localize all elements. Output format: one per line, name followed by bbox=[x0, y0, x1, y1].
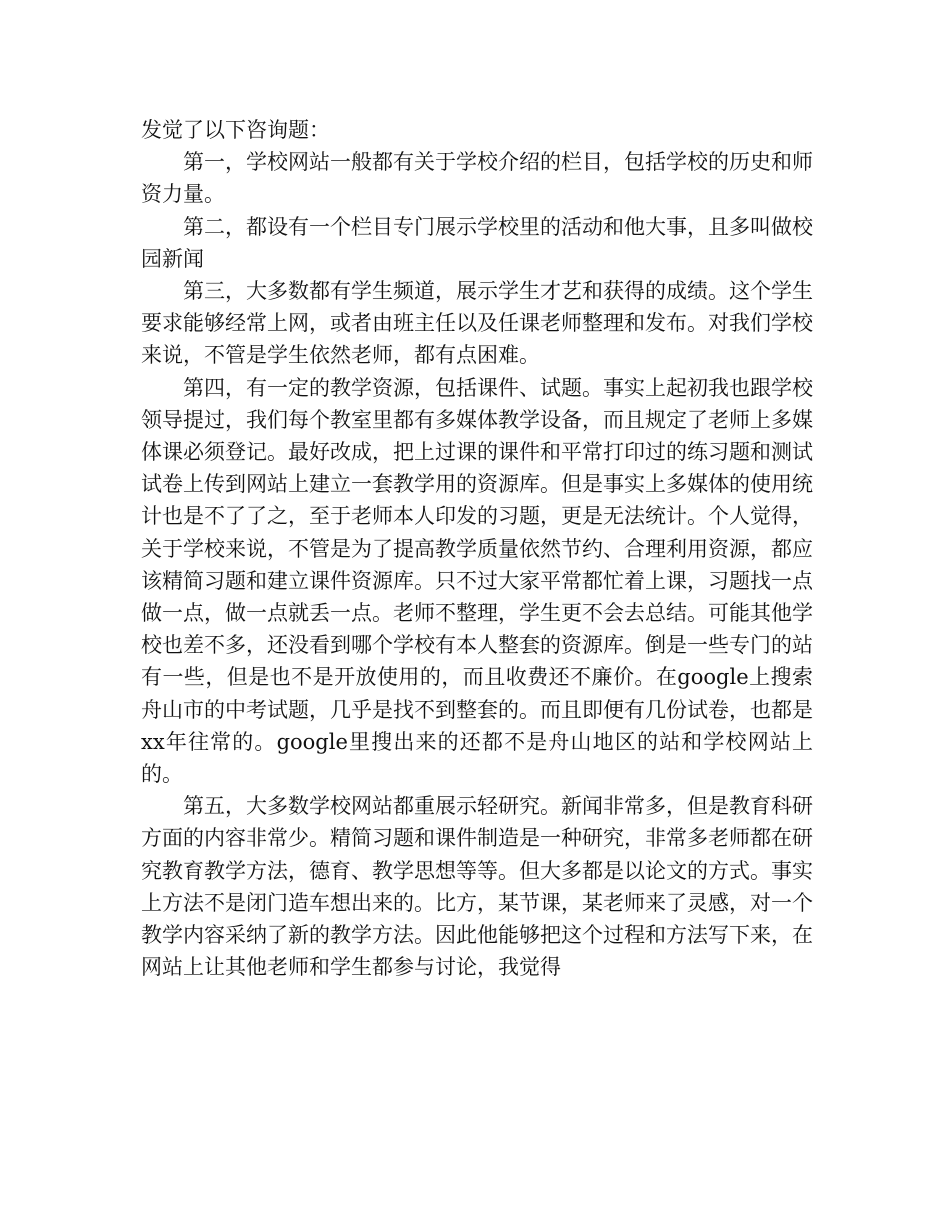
paragraph-third: 第三，大多数都有学生频道，展示学生才艺和获得的成绩。这个学生要求能够经常上网，或者由班主任以及任课老师整理和发布。对我们学校来说，不管是学生依然老师，都有点困难。 bbox=[141, 279, 813, 368]
paragraph-fourth: 第四，有一定的教学资源，包括课件、试题。事实上起初我也跟学校领导提过，我们每个教室里都有多媒体教学设备，而且规定了老师上多媒体课必须登记。最好改成，把上过课的课件和平常打印过的练习题和测试试卷上传到网站上建立一套教学用的资源库。但是事实上多媒体的使用统计也是不了了之，至于老师本人印发的习题，更是无法统计。个人觉得，关于学校来说，不管是为了提高教学质量依然节约、合理利用资源，都应该精简习题和建立课件资源库。只不过大家平常都忙着上课，习题找一点做一点，做一点就丢一点。老师不整理，学生更不会去总结。可能其他学校也差不多，还没看到哪个学校有本人整套的资源库。倒是一些专门的站有一些，但是也不是开放使用的，而且收费还不廉价。在google上搜索舟山市的中考试题，几乎是找不到整套的。而且即便有几份试卷，也都是xx年往常的。google里搜出来的还都不是舟山地区的站和学校网站上的。 bbox=[141, 375, 813, 787]
paragraph-intro: 发觉了以下咨询题： bbox=[141, 118, 330, 142]
paragraph-first: 第一，学校网站一般都有关于学校介绍的栏目，包括学校的历史和师资力量。 bbox=[141, 150, 813, 207]
paragraph-second: 第二，都设有一个栏目专门展示学校里的活动和他大事，且多叫做校园新闻 bbox=[141, 214, 813, 271]
document-body bbox=[141, 114, 813, 983]
paragraph-fifth: 第五，大多数学校网站都重展示轻研究。新闻非常多，但是教育科研方面的内容非常少。精简习题和课件制造是一种研究，非常多老师都在研究教育教学方法，德育、教学思想等等。但大多都是以论文的方式。事实上方法不是闭门造车想出来的。比方，某节课，某老师来了灵感，对一个教学内容采纳了新的教学方法。因此他能够把这个过程和方法写下来，在网站上让其他老师和学生都参与讨论，我觉得 bbox=[141, 794, 813, 980]
